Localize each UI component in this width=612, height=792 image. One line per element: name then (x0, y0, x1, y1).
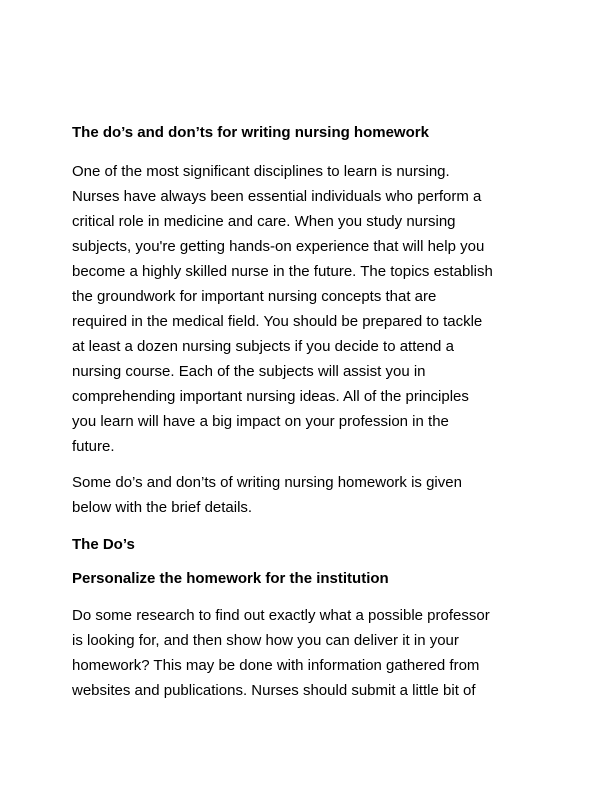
text-line: homework? This may be done with information gathered from (72, 657, 480, 674)
text-line: websites and publications. Nurses should submit a little bit of (72, 682, 476, 699)
text-line: below with the brief details. (72, 499, 253, 516)
subheading-personalize: Personalize the homework for the institution (72, 570, 389, 587)
section-heading-dos: The Do’s (72, 536, 135, 553)
text-line: is looking for, and then show how you can deliver it in your (72, 632, 459, 649)
text-line: critical role in medicine and care. When you study nursing (72, 213, 456, 230)
document-title: The do’s and don’ts for writing nursing homework (72, 124, 429, 141)
text-line: Nurses have always been essential individuals who perform a (72, 188, 482, 205)
text-line: at least a dozen nursing subjects if you decide to attend a (72, 338, 454, 355)
text-line: Some do’s and don’ts of writing nursing homework is given (72, 474, 462, 491)
text-line: become a highly skilled nurse in the future. The topics establish (72, 263, 493, 280)
text-line: Do some research to find out exactly what a possible professor (72, 607, 490, 624)
text-line: comprehending important nursing ideas. All of the principles (72, 388, 469, 405)
text-line: future. (72, 438, 115, 455)
text-line: One of the most significant disciplines to learn is nursing. (72, 163, 450, 180)
text-line: nursing course. Each of the subjects will assist you in (72, 363, 426, 380)
text-line: the groundwork for important nursing concepts that are (72, 288, 437, 305)
text-line: subjects, you're getting hands-on experience that will help you (72, 238, 485, 255)
text-line: required in the medical field. You should be prepared to tackle (72, 313, 483, 330)
text-line: you learn will have a big impact on your profession in the (72, 413, 449, 430)
